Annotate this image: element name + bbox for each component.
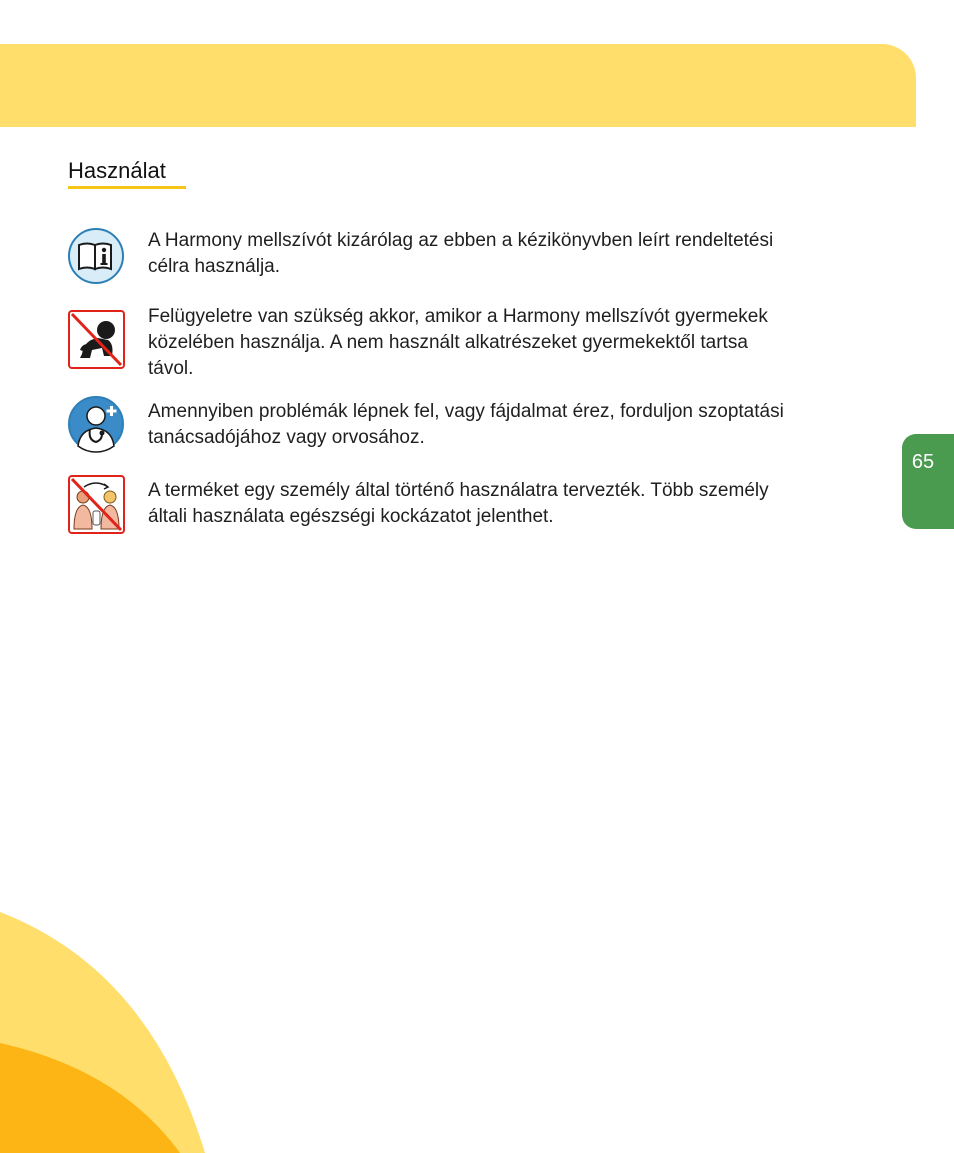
usage-text-doctor: Amennyiben problémák lépnek fel, vagy fájdalmat érez, forduljon szoptatási tanácsadójához vagy orvosához. [148,401,784,448]
no-children-icon [68,310,125,369]
doctor-icon [68,396,125,455]
no-sharing-icon [68,475,125,534]
usage-text-children: Felügyeletre van szükség akkor, amikor a Harmony mellszívót gyermekek közelében használja. A nem használt alkatrészeket gyermekektől tartsa távol. [148,306,768,379]
read-manual-icon [68,228,125,287]
corner-decoration [0,900,260,1153]
page-tab [902,434,954,529]
usage-text-manual: A Harmony mellszívót kizárólag az ebben a kézikönyvben leírt rendeltetési célra használja. [148,230,774,277]
section-title: Használat [68,158,166,183]
title-underline [68,186,186,189]
page-number: 65 [911,451,935,473]
header-band [0,44,916,127]
usage-text-single-user: A terméket egy személy által történő használatra tervezték. Több személy általi használata egészségi kockázatot jelenthet. [148,480,769,527]
